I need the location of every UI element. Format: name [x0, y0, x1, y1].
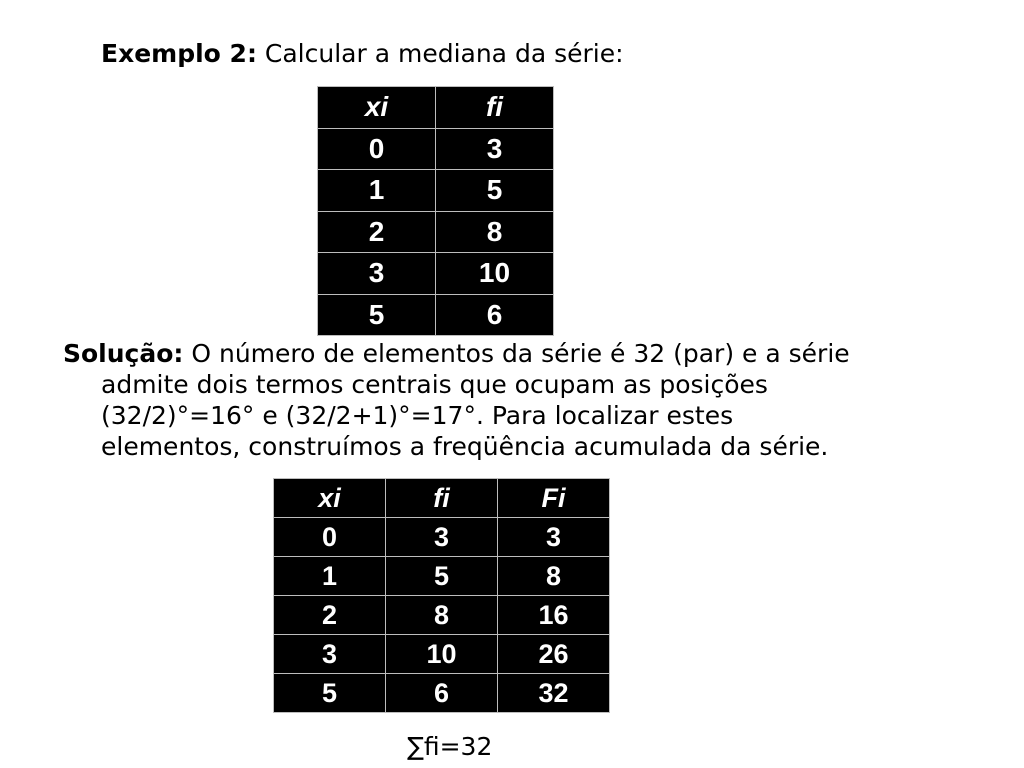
- example-title: [101, 36, 624, 72]
- cell-xi: 3: [274, 635, 386, 674]
- table-row: [274, 674, 610, 713]
- column-header-xi: xi: [274, 479, 386, 518]
- table-row: [274, 518, 610, 557]
- cell-fi: 5: [386, 557, 498, 596]
- cell-xi: 2: [318, 211, 436, 253]
- frequency-sum: ∑fi=32: [407, 732, 493, 761]
- cell-xi: 5: [318, 294, 436, 336]
- cell-fi: 8: [386, 596, 498, 635]
- cell-Fi: 32: [498, 674, 610, 713]
- cell-xi: 1: [318, 170, 436, 212]
- cell-fi: 6: [436, 294, 554, 336]
- cell-xi: 0: [318, 128, 436, 170]
- solution-line: [63, 338, 993, 369]
- table-header-row: [318, 87, 554, 129]
- cell-fi: 10: [436, 253, 554, 295]
- cell-xi: 3: [318, 253, 436, 295]
- solution-label: Solução:: [63, 339, 184, 368]
- cell-fi: 6: [386, 674, 498, 713]
- solution-line: admite dois termos centrais que ocupam as posições: [101, 370, 768, 399]
- table-row: [318, 170, 554, 212]
- cell-fi: 5: [436, 170, 554, 212]
- cell-Fi: 3: [498, 518, 610, 557]
- column-header-fi: fi: [386, 479, 498, 518]
- column-header-fi: fi: [436, 87, 554, 129]
- cell-xi: 1: [274, 557, 386, 596]
- table-row: [274, 635, 610, 674]
- table-row: [274, 557, 610, 596]
- solution-line: elementos, construímos a freqüência acumulada da série.: [101, 432, 829, 461]
- table-row: [274, 596, 610, 635]
- example-label: Exemplo 2:: [101, 39, 257, 68]
- cell-fi: 10: [386, 635, 498, 674]
- table-row: [318, 211, 554, 253]
- cell-fi: 3: [436, 128, 554, 170]
- cell-xi: 2: [274, 596, 386, 635]
- example-statement: Calcular a mediana da série:: [256, 39, 624, 68]
- solution-text: O número de elementos da série é 32 (par) e a série: [183, 339, 850, 368]
- table-row: [318, 294, 554, 336]
- cell-Fi: 26: [498, 635, 610, 674]
- cell-Fi: 8: [498, 557, 610, 596]
- table-header-row: [274, 479, 610, 518]
- cell-fi: 3: [386, 518, 498, 557]
- cell-xi: 0: [274, 518, 386, 557]
- solution-line: (32/2)°=16° e (32/2+1)°=17°. Para localizar estes: [101, 401, 734, 430]
- cell-xi: 5: [274, 674, 386, 713]
- frequency-table: [317, 86, 554, 336]
- column-header-Fi: Fi: [498, 479, 610, 518]
- cumulative-frequency-table: [273, 478, 610, 713]
- cell-fi: 8: [436, 211, 554, 253]
- table-row: [318, 253, 554, 295]
- table-row: [318, 128, 554, 170]
- column-header-xi: xi: [318, 87, 436, 129]
- solution-paragraph: [63, 338, 993, 462]
- cell-Fi: 16: [498, 596, 610, 635]
